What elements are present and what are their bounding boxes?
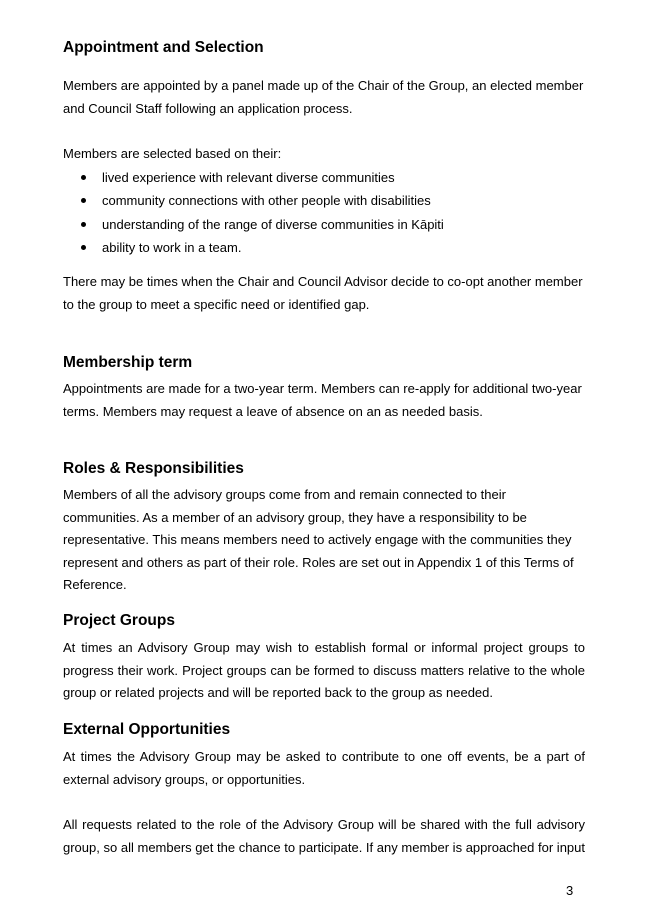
bullet-icon	[81, 222, 86, 227]
appointment-paragraph	[63, 75, 585, 120]
external-paragraph-2	[63, 814, 585, 859]
text-line: progress their work. Project groups can be formed to discuss matters relative to the whole	[63, 662, 585, 678]
heading-roles-responsibilities: Roles & Responsibilities	[63, 460, 244, 477]
text-line: Reference.	[63, 577, 127, 592]
text-line: representative. This means members need to actively engage with the communities they	[63, 532, 572, 547]
text-line: terms. Members may request a leave of absence on an as needed basis.	[63, 403, 483, 419]
external-paragraph-1	[63, 746, 585, 791]
selection-intro	[63, 143, 585, 166]
text-line: group or related projects and will be reported back to the group as needed.	[63, 685, 493, 700]
list-item: ability to work in a team.	[63, 236, 444, 259]
heading-project-groups: Project Groups	[63, 612, 175, 629]
selection-criteria-list	[63, 166, 444, 259]
project-groups-paragraph	[63, 637, 585, 705]
text-line: to the group to meet a specific need or identified gap.	[63, 296, 370, 312]
membership-term-paragraph	[63, 378, 585, 423]
text-line: external advisory groups, or opportunities.	[63, 771, 306, 787]
list-item: understanding of the range of diverse communities in Kāpiti	[63, 213, 444, 236]
list-item: community connections with other people with disabilities	[63, 189, 444, 212]
text-line: Members are appointed by a panel made up of the Chair of the Group, an elected member	[63, 78, 584, 93]
page-number: 3	[566, 883, 574, 898]
text-line: Members are selected based on their:	[63, 146, 282, 161]
text-line: At times an Advisory Group may wish to establish formal or informal project groups to	[63, 640, 585, 655]
bullet-icon	[81, 245, 86, 250]
text-line: All requests related to the role of the Advisory Group will be shared with the full advisory	[63, 817, 585, 832]
text-line: and Council Staff following an application process.	[63, 100, 353, 116]
text-line: At times the Advisory Group may be asked to contribute to one off events, be a part of	[63, 749, 585, 764]
heading-membership-term: Membership term	[63, 354, 193, 371]
text-line: communities. As a member of an advisory group, they have a responsibility to be	[63, 509, 527, 525]
bullet-icon	[81, 198, 86, 203]
text-line: group, so all members get the chance to participate. If any member is approached for input	[63, 839, 585, 855]
text-line: Members of all the advisory groups come from and remain connected to their	[63, 487, 506, 502]
heading-external-opportunities: External Opportunities	[63, 721, 231, 738]
text-line: Appointments are made for a two-year term. Members can re-apply for additional two-year	[63, 381, 582, 396]
text-line: represent and others as part of their role. Roles are set out in Appendix 1 of this Terms of	[63, 554, 574, 570]
list-item: lived experience with relevant diverse communities	[63, 166, 444, 189]
roles-paragraph	[63, 484, 585, 597]
bullet-icon	[81, 175, 86, 180]
text-line: There may be times when the Chair and Council Advisor decide to co-opt another member	[63, 274, 583, 289]
co-opt-paragraph	[63, 271, 585, 316]
heading-appointment-selection: Appointment and Selection	[63, 39, 264, 56]
